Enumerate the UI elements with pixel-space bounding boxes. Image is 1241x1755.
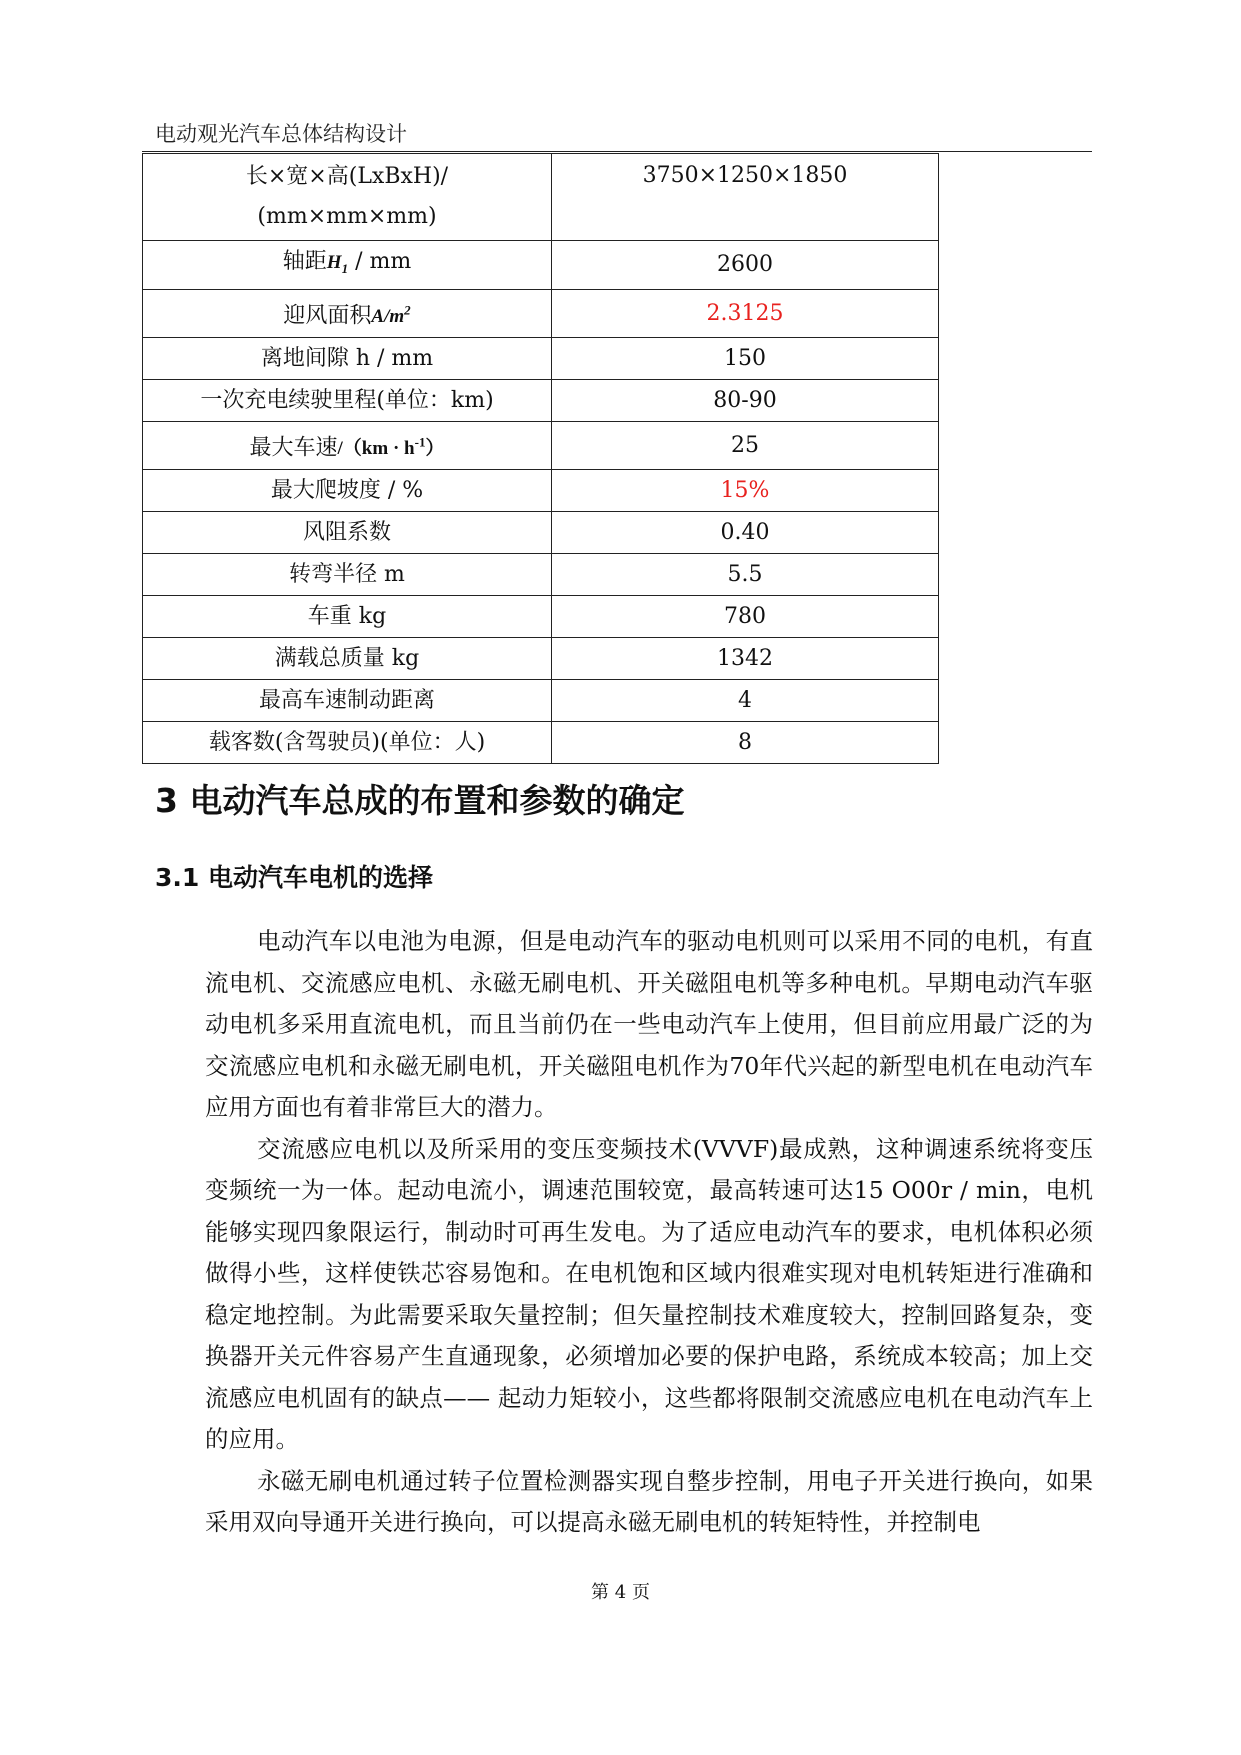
table-row bbox=[143, 154, 939, 241]
param-value: 5.5 bbox=[552, 554, 939, 596]
table-row bbox=[143, 680, 939, 722]
table-row bbox=[143, 470, 939, 512]
param-symbol: $H_1$ bbox=[326, 252, 349, 276]
param-value: 4 bbox=[552, 680, 939, 722]
body-text bbox=[205, 921, 1093, 1544]
param-value: 80-90 bbox=[552, 380, 939, 422]
page-number: 第 4 页 bbox=[591, 1582, 650, 1603]
table-row bbox=[143, 289, 939, 337]
param-value-highlight: 15% bbox=[552, 470, 939, 512]
param-label: 离地间隙 h / mm bbox=[143, 338, 552, 380]
param-label: 满载总质量 kg bbox=[143, 638, 552, 680]
param-unit: $/(km \cdot h^{-1})$ bbox=[337, 435, 445, 460]
param-value: 25 bbox=[552, 422, 939, 470]
param-label: 一次充电续驶里程(单位：km) bbox=[143, 380, 552, 422]
table-row bbox=[143, 722, 939, 764]
param-value: 780 bbox=[552, 596, 939, 638]
table-row bbox=[143, 241, 939, 290]
paragraph: 永磁无刷电机通过转子位置检测器实现自整步控制，用电子开关进行换向，如果采用双向导通开关进行换向，可以提高永磁无刷电机的转矩特性，并控制电 bbox=[205, 1466, 1093, 1536]
table-row bbox=[143, 554, 939, 596]
paragraph: 交流感应电机以及所采用的变压变频技术(VVVF)最成熟，这种调速系统将变压变频统一为一体。起动电流小，调速范围较宽，最高转速可达15 O00r / min，电机能够实现四象限运行，制动时可再生发电。为了适应电动汽车的要求，电机体积必须做得小些，这样使铁芯容易饱和。在电机饱和区域内很难实现对电机转矩进行准确和稳定地控制。为此需要采取矢量控制；但矢量控制技术难度较大，控制回路复杂，变换器开关元件容易产生直通现象，必须增加必要的保护电路，系统成本较高；加上交流感应电机固有的缺点—— 起动力矩较小，这些都将限制交流感应电机在电动汽车上的应用。 bbox=[205, 1134, 1093, 1453]
table-row bbox=[143, 512, 939, 554]
section-title: 3 电动汽车总成的布置和参数的确定 bbox=[155, 781, 685, 820]
param-value: 8 bbox=[552, 722, 939, 764]
param-label: 风阻系数 bbox=[143, 512, 552, 554]
param-value: 3750×1250×1850 bbox=[552, 154, 939, 241]
running-header: 电动观光汽车总体结构设计 bbox=[155, 122, 407, 146]
param-symbol: $A/m^2$ bbox=[371, 302, 411, 328]
table-row bbox=[143, 338, 939, 380]
param-value: 2600 bbox=[552, 241, 939, 290]
param-value: 1342 bbox=[552, 638, 939, 680]
param-label: 长×宽×高(LxBxH)/ (mm×mm×mm) bbox=[143, 154, 552, 241]
param-value-highlight: 2.3125 bbox=[552, 289, 939, 337]
vehicle-parameters-table bbox=[142, 153, 939, 764]
param-label: 轴距$H_1$ / mm bbox=[143, 241, 552, 290]
table-row bbox=[143, 638, 939, 680]
param-value: 0.40 bbox=[552, 512, 939, 554]
param-label: 载客数(含驾驶员)(单位：人) bbox=[143, 722, 552, 764]
paragraph: 电动汽车以电池为电源，但是电动汽车的驱动电机则可以采用不同的电机，有直流电机、交流感应电机、永磁无刷电机、开关磁阻电机等多种电机。早期电动汽车驱动电机多采用直流电机，而且当前仍在一些电动汽车上使用，但目前应用最广泛的为交流感应电机和永磁无刷电机，开关磁阻电机作为70年代兴起的新型电机在电动汽车应用方面也有着非常巨大的潜力。 bbox=[205, 927, 1093, 1121]
table-row bbox=[143, 596, 939, 638]
param-label: 最大车速$/(km \cdot h^{-1})$ bbox=[143, 422, 552, 470]
subsection-title: 3.1 电动汽车电机的选择 bbox=[155, 863, 433, 892]
header-rule bbox=[142, 151, 1092, 152]
param-label: 最高车速制动距离 bbox=[143, 680, 552, 722]
table-row bbox=[143, 422, 939, 470]
param-value: 150 bbox=[552, 338, 939, 380]
param-label: 车重 kg bbox=[143, 596, 552, 638]
param-label: 迎风面积$A/m^2$ bbox=[143, 289, 552, 337]
param-label: 转弯半径 m bbox=[143, 554, 552, 596]
table-row bbox=[143, 380, 939, 422]
param-label: 最大爬坡度 / % bbox=[143, 470, 552, 512]
